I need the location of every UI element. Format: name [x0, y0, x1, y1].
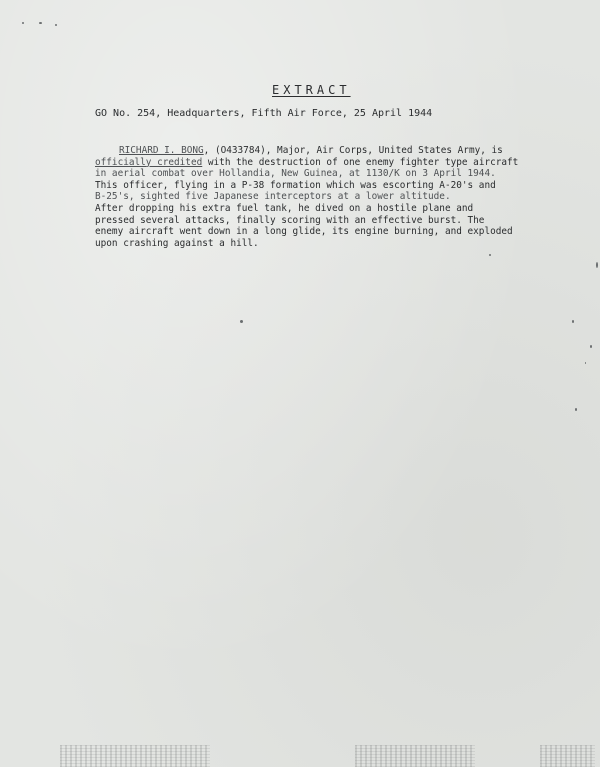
citation-body	[95, 145, 565, 249]
scan-speck	[590, 345, 592, 348]
citation-line: pressed several attacks, finally scoring with an effective burst. The	[95, 214, 485, 226]
citation-line-text: , (O433784), Major, Air Corps, United States Army, is	[203, 145, 503, 156]
scan-noise	[60, 745, 210, 767]
citation-line	[95, 157, 565, 169]
scan-speck	[39, 22, 42, 24]
document-heading: EXTRACT	[272, 83, 351, 97]
scan-speck	[585, 362, 586, 364]
scan-speck	[240, 320, 243, 323]
scan-speck	[572, 320, 574, 323]
scan-speck	[489, 254, 491, 256]
scan-speck	[575, 408, 577, 411]
general-order-line: GO No. 254, Headquarters, Fifth Air Force, 25 April 1944	[95, 108, 433, 119]
scan-speck	[596, 262, 598, 268]
citation-line	[95, 145, 565, 157]
citation-line: enemy aircraft went down in a long glide, its engine burning, and exploded	[95, 226, 513, 238]
citation-line: B-25's, sighted five Japanese interceptors at a lower altitude.	[95, 191, 451, 203]
citation-line-text: with the destruction of one enemy fighter type aircraft	[202, 156, 519, 168]
credited-phrase: officially credited	[95, 156, 203, 168]
scan-speck	[55, 24, 57, 26]
scan-noise	[355, 745, 475, 767]
citation-line: This officer, flying in a P-38 formation which was escorting A-20's and	[95, 179, 496, 191]
citation-line: upon crashing against a hill.	[95, 237, 259, 249]
citation-line: After dropping his extra fuel tank, he dived on a hostile plane and	[95, 202, 474, 214]
scan-speck	[22, 22, 24, 24]
subject-name: RICHARD I. BONG	[119, 145, 204, 156]
scan-noise	[540, 745, 595, 767]
citation-line: in aerial combat over Hollandia, New Guinea, at 1130/K on 3 April 1944.	[95, 168, 496, 180]
